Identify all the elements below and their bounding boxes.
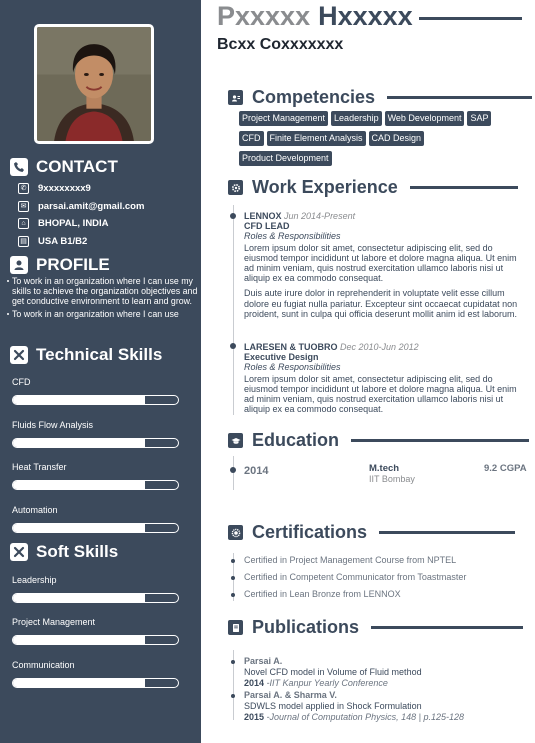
- contact-visa: [18, 233, 198, 251]
- competency-tag: SAP: [467, 111, 491, 126]
- timeline-dot: [231, 694, 235, 698]
- certifications-divider: [379, 531, 515, 534]
- user-icon: [10, 256, 28, 274]
- job-roles-label: Roles & Responsibilities: [244, 362, 341, 373]
- publication-author: Parsai A. & Sharma V.: [244, 690, 337, 700]
- certifications-heading: [228, 522, 515, 543]
- job-title: Executive Design: [244, 352, 319, 363]
- competency-tag: Product Development: [239, 151, 332, 166]
- publication-year: 2015: [244, 712, 265, 722]
- skill-bar: [12, 395, 179, 405]
- job-description: Lorem ipsum dolor sit amet, consectetur adipiscing elit, sed do eiusmod tempor incididunt ut labore et dolore magna aliqua. Ut enim ad minim veniam, quis nostrud exercitation ullamco laboris nisi ut aliquip ex ea commodo consequat.: [244, 242, 517, 284]
- publications-heading: [228, 617, 523, 638]
- education-year: 2014: [244, 465, 269, 477]
- skill-automation: [12, 505, 182, 533]
- education-heading: [228, 430, 529, 451]
- publication-journal: -IIT Kanpur Yearly Conference: [264, 678, 388, 688]
- contact-heading-text: CONTACT: [36, 157, 118, 176]
- phone-icon: [10, 158, 28, 176]
- skill-label: Leadership: [12, 575, 57, 585]
- profile-item: To work in an organization where I can use: [7, 309, 199, 319]
- id-card-icon: [228, 90, 243, 105]
- competency-tag: Web Development: [385, 111, 465, 126]
- skill-label: CFD: [12, 377, 31, 387]
- competency-tag: Project Management: [239, 111, 328, 126]
- timeline-dot: [230, 343, 236, 349]
- tools-icon: [10, 346, 28, 364]
- skill-fill: [13, 594, 145, 602]
- profile-photo: [34, 24, 154, 144]
- location-icon: ⌂: [18, 218, 29, 229]
- skill-cfd: [12, 377, 182, 405]
- contact-location: [18, 215, 198, 233]
- skill-bar: [12, 635, 179, 645]
- contact-email: [18, 198, 198, 216]
- publications-divider: [371, 626, 523, 629]
- skill-label: Fluids Flow Analysis: [12, 420, 94, 430]
- profile-heading-text: PROFILE: [36, 255, 110, 274]
- technical-skills-heading: [10, 345, 162, 365]
- skill-bar: [12, 438, 179, 448]
- skill-leadership: [12, 575, 182, 603]
- skill-label: Automation: [12, 505, 58, 515]
- timeline-dot: [231, 660, 235, 664]
- work-experience-title: Work Experience: [252, 177, 398, 197]
- visa-icon: ▤: [18, 236, 29, 247]
- competencies-divider: [387, 96, 532, 99]
- competencies-title: Competencies: [252, 87, 376, 107]
- skill-label: Project Management: [12, 617, 96, 627]
- publication-item: [244, 690, 524, 723]
- skill-label: Communication: [12, 660, 75, 670]
- soft-skills-heading: [10, 542, 118, 562]
- job-dates: Dec 2010-Jun 2012: [340, 342, 419, 352]
- gear-icon: [228, 180, 243, 195]
- technical-skills-heading-text: Technical Skills: [36, 345, 163, 364]
- skill-fill: [13, 524, 145, 532]
- job-description: Duis aute irure dolor in reprehenderit in voluptate velit esse cillum dolore eu fugiat nulla pariatur. Excepteur sint occaecat cupidatat non proident, sunt in culpa qui officia deserunt mollit anim id est laborum.: [244, 288, 518, 319]
- timeline-dot: [230, 213, 236, 219]
- name-header: [217, 1, 522, 32]
- competency-tag: Leadership: [331, 111, 382, 126]
- timeline-dot: [231, 576, 235, 580]
- profile-item: To work in an organization where I can use my skills to achieve the organization objectives and get conductive environment to learn and grow.: [7, 276, 199, 306]
- job-company: LENNOX: [244, 211, 282, 221]
- competency-tags: [239, 111, 509, 166]
- job-entry-lennox: [244, 211, 527, 319]
- contact-email-text[interactable]: parsai.amit@gmail.com: [38, 200, 145, 212]
- job-title: CFD LEAD: [244, 221, 290, 232]
- name-last: Hxxxxx: [318, 1, 413, 31]
- work-experience-divider: [410, 186, 518, 189]
- job-subtitle: Bcxx Coxxxxxxx: [217, 36, 344, 53]
- job-dates: Jun 2014-Present: [284, 211, 356, 221]
- competency-tag: CFD: [239, 131, 264, 146]
- skill-fill: [13, 679, 145, 687]
- tools-icon: [10, 543, 28, 561]
- name-divider: [419, 17, 522, 20]
- skill-bar: [12, 523, 179, 533]
- skill-fill: [13, 481, 145, 489]
- competencies-heading: [228, 87, 532, 108]
- timeline-dot: [230, 467, 236, 473]
- graduation-cap-icon: [228, 433, 243, 448]
- skill-label: Heat Transfer: [12, 462, 67, 472]
- contact-visa-text: USA B1/B2: [38, 235, 88, 247]
- contact-location-text: BHOPAL, INDIA: [38, 218, 109, 230]
- name-first: Pxxxxx: [217, 1, 311, 31]
- contact-phone-text: 9xxxxxxxx9: [38, 183, 91, 195]
- skill-communication: [12, 660, 182, 688]
- education-school: IIT Bombay: [369, 474, 415, 484]
- publication-year: 2014: [244, 678, 265, 688]
- education-degree: M.tech: [369, 463, 400, 474]
- timeline-dot: [231, 593, 235, 597]
- contact-phone: [18, 180, 198, 198]
- publication-author: Parsai A.: [244, 656, 283, 666]
- job-entry-larsen: [244, 342, 527, 414]
- skill-bar: [12, 593, 179, 603]
- skill-heat-transfer: [12, 462, 182, 490]
- competency-tag: Finite Element Analysis: [267, 131, 366, 146]
- publication-title: Novel CFD model in Volume of Fluid method: [244, 667, 422, 677]
- phone-icon: ✆: [18, 183, 29, 194]
- education-divider: [351, 439, 529, 442]
- skill-bar: [12, 678, 179, 688]
- work-experience-heading: [228, 177, 518, 198]
- badge-icon: [228, 525, 243, 540]
- profile-heading: [10, 255, 110, 275]
- sidebar: [0, 0, 201, 743]
- education-title: Education: [252, 430, 340, 450]
- skill-fill: [13, 396, 145, 404]
- skill-fill: [13, 636, 145, 644]
- publication-title: SDWLS model applied in Shock Formulation: [244, 701, 422, 711]
- profile-text: [7, 276, 199, 322]
- contact-heading: [10, 157, 118, 177]
- publication-item: [244, 656, 524, 689]
- education-gpa: 9.2 CGPA: [484, 463, 527, 474]
- publication-journal: -Journal of Computation Physics, 148 | p.125-128: [264, 712, 464, 722]
- job-description: Lorem ipsum dolor sit amet, consectetur adipiscing elit, sed do eiusmod tempor incididunt ut labore et dolore magna aliqua. Ut enim ad minim veniam, quis nostrud exercitation ullamco laboris nisi ut aliquip ex ea commodo consequat.: [244, 373, 517, 415]
- certification-item: Certified in Competent Communicator from Toastmaster: [244, 572, 467, 582]
- certification-item: Certified in Lean Bronze from LENNOX: [244, 589, 401, 599]
- certification-item: Certified in Project Management Course from NPTEL: [244, 555, 457, 565]
- timeline-dot: [231, 559, 235, 563]
- skill-project-management: [12, 617, 182, 645]
- experience-timeline: [233, 205, 234, 415]
- competency-tag: CAD Design: [369, 131, 425, 146]
- email-icon: ✉: [18, 201, 29, 212]
- job-company: LARESEN & TUOBRO: [244, 342, 338, 352]
- soft-skills-heading-text: Soft Skills: [36, 542, 119, 561]
- skill-fill: [13, 439, 145, 447]
- job-roles-label: Roles & Responsibilities: [244, 231, 341, 242]
- education-timeline: [233, 456, 234, 490]
- skill-fluids-flow-analysis: [12, 420, 182, 448]
- profile-photo-image: [37, 27, 151, 141]
- contact-list: [18, 180, 198, 250]
- skill-bar: [12, 480, 179, 490]
- certifications-title: Certifications: [252, 522, 368, 542]
- publications-title: Publications: [252, 617, 360, 637]
- book-icon: [228, 620, 243, 635]
